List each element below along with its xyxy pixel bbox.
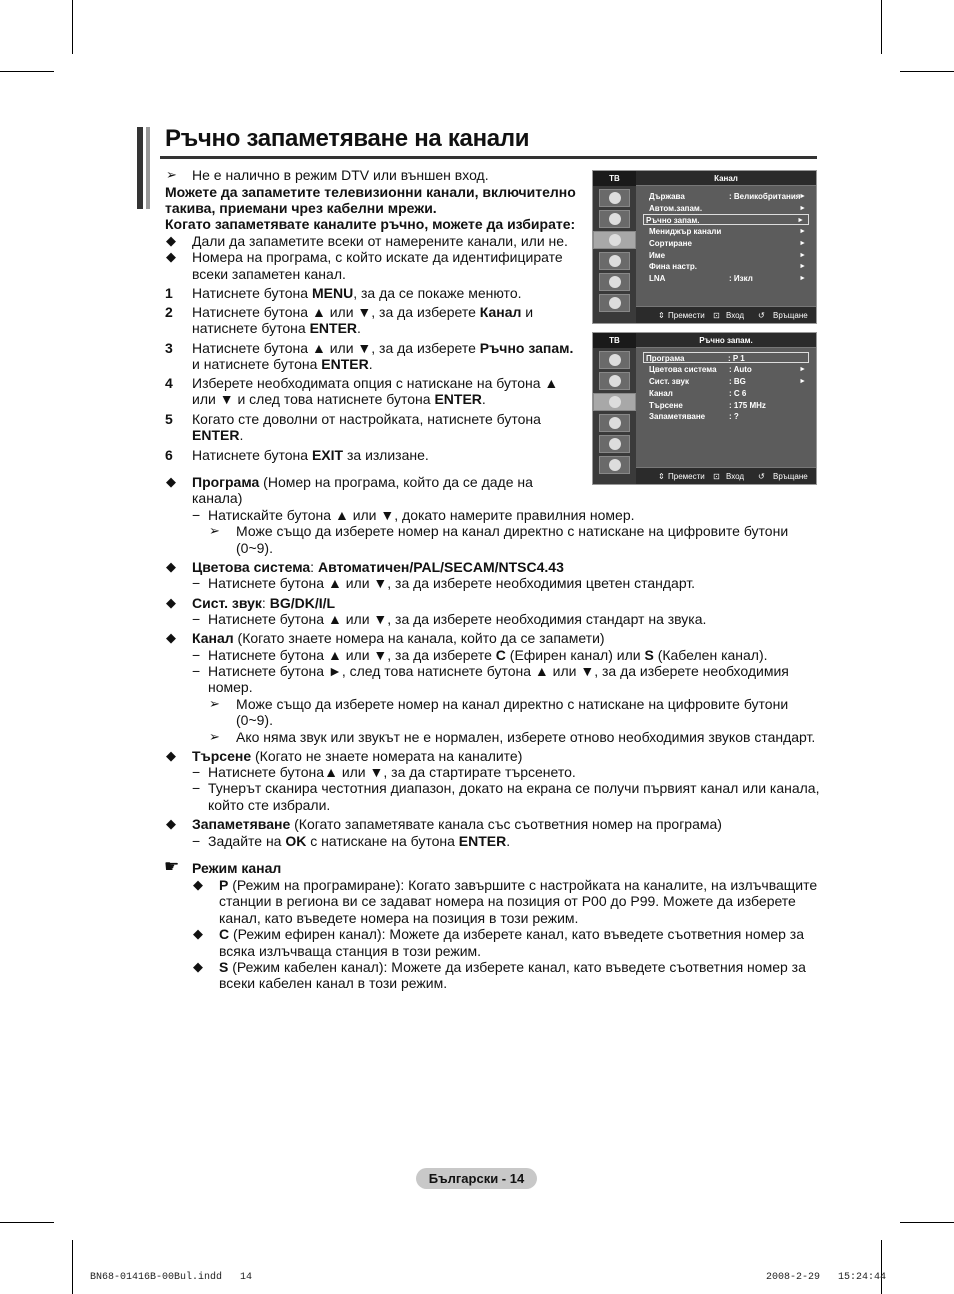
arrow-right-icon: ►	[799, 205, 806, 212]
move-icon: ⇕	[658, 472, 665, 481]
step-number: 3	[165, 340, 173, 356]
detail-store: Запаметяване (Когато запаметявате канала със съответния номер на програма)	[192, 816, 722, 832]
detail-channel-note1-cont: (0~9).	[236, 712, 273, 728]
detail-store-d1: Задайте на OK с натискане на бутона ENTER.	[208, 833, 511, 849]
mode-c-cont: всяка излъчваща станция в този режим.	[219, 943, 482, 959]
mode-p: P (Режим на програмиране): Когато завършите с настройката на каналите, на излъчващите	[219, 877, 818, 893]
detail-color: Цветова система: Автоматичен/PAL/SECAM/NTSC4.43	[192, 559, 564, 575]
detail-channel-d2-cont: номер.	[208, 679, 253, 695]
step-6: Натиснете бутона EXIT за излизане.	[192, 447, 429, 463]
intro-bold-2: Когато запаметявате каналите ръчно, можете да избирате:	[165, 216, 576, 232]
enter-icon: ⊡	[713, 472, 720, 481]
picture-icon	[599, 189, 630, 207]
osd-row[interactable]: Автом.запам. ►	[649, 204, 806, 213]
step-number: 6	[165, 447, 173, 463]
step-number: 2	[165, 304, 173, 320]
diamond-bullet-icon: ◆	[166, 233, 176, 248]
sound-icon	[599, 210, 630, 228]
osd-move-label: Премести	[668, 472, 705, 481]
osd-row[interactable]: Мениджър канали ►	[649, 227, 806, 236]
intro-bullet-2b: всеки запаметен канал.	[192, 266, 346, 282]
arrow-right-icon: ►	[797, 217, 804, 224]
input-icon	[599, 273, 630, 291]
diamond-bullet-icon: ◆	[166, 595, 176, 610]
osd-return-label: Връщане	[773, 311, 808, 320]
arrow-right-icon: ►	[799, 378, 806, 385]
osd-enter-label: Вход	[726, 472, 745, 481]
osd-tv-label: ТВ	[593, 333, 636, 348]
detail-channel-d2: Натиснете бутона ►, след това натиснете бутона ▲ или ▼, за да изберете необходимия	[208, 663, 789, 679]
osd-channel-menu	[592, 170, 817, 324]
note-arrow-icon: ➢	[209, 696, 220, 711]
mode-s: S (Режим кабелен канал): Можете да изберете канал, като въведете съответния номер за	[219, 959, 806, 975]
arrow-right-icon: ►	[799, 240, 806, 247]
application-icon	[599, 456, 630, 474]
step-5: Когато сте доволни от настройката, натиснете бутона	[192, 411, 541, 427]
detail-sound-d1: Натиснете бутона ▲ или ▼, за да изберете необходимия стандарт на звука.	[208, 611, 707, 627]
step-1: Натиснете бутона MENU, за да се покаже менюто.	[192, 285, 522, 301]
osd-row[interactable]: Цветова система : Auto ►	[649, 365, 806, 374]
imprint-date: 2008-2-29 15:24:44	[766, 1272, 887, 1283]
intro-bold-1: Можете да запаметите телевизионни канали, включително	[165, 184, 576, 200]
osd-footer	[636, 467, 816, 484]
title-accent-bar-light	[146, 127, 150, 209]
osd-footer	[636, 306, 816, 323]
mode-title: Режим канал	[192, 860, 282, 876]
setup-icon	[599, 414, 630, 432]
channel-icon	[593, 231, 636, 249]
osd-row[interactable]: Запаметяване : ?	[649, 412, 739, 421]
osd-row[interactable]: Сортиране ►	[649, 239, 806, 248]
arrow-right-icon: ►	[799, 252, 806, 259]
detail-channel-d1: Натиснете бутона ▲ или ▼, за да изберете C (Ефирен канал) или S (Кабелен канал).	[208, 647, 768, 663]
osd-row[interactable]: Сист. звук : BG ►	[649, 377, 806, 386]
title-accent-bar	[137, 127, 143, 209]
detail-channel-note2: Ако няма звук или звукът не е нормален, изберете отново необходимия звуков стандарт.	[236, 729, 816, 745]
step-3: Натиснете бутона ▲ или ▼, за да изберете Ръчно запам.	[192, 340, 574, 356]
osd-move-label: Премести	[668, 311, 705, 320]
imprint-file: BN68-01416B-00Bul.indd 14	[90, 1272, 253, 1283]
input-icon	[599, 435, 630, 453]
channel-icon	[593, 393, 636, 411]
dash-icon: −	[192, 647, 201, 663]
setup-icon	[599, 252, 630, 270]
diamond-bullet-icon: ◆	[193, 926, 203, 941]
mode-p-cont2: канал, като въведете номера на позиция в този режим.	[219, 910, 579, 926]
diamond-bullet-icon: ◆	[166, 630, 176, 645]
mode-p-cont: станции в региона ви се задават номера на позиция от P00 до P99. Можете да изберете	[219, 893, 796, 909]
osd-header: Ръчно запам.	[636, 333, 816, 348]
arrow-right-icon: ►	[799, 263, 806, 270]
detail-program-cont: канала)	[192, 490, 243, 506]
step-number: 1	[165, 285, 173, 301]
detail-color-d1: Натиснете бутона ▲ или ▼, за да изберете необходимия цветен стандарт.	[208, 575, 696, 591]
detail-channel-note1: Може също да изберете номер на канал директно с натискане на цифровите бутони	[236, 696, 789, 712]
note-arrow-icon: ➢	[209, 729, 220, 744]
arrow-right-icon: ►	[799, 275, 806, 282]
detail-program-note-cont: (0~9).	[236, 540, 273, 556]
pointing-hand-icon: ☛	[164, 857, 180, 876]
mode-c: C (Режим ефирен канал): Можете да изберете канал, като въведете съответния номер за	[219, 926, 804, 942]
osd-row[interactable]: Фина настр. ►	[649, 262, 806, 271]
detail-search: Търсене (Когато не знаете номерата на каналите)	[192, 748, 523, 764]
osd-row-selected[interactable]: Програма : P 1	[643, 352, 809, 363]
osd-row[interactable]: Държава : Великобритания ►	[649, 192, 806, 201]
diamond-bullet-icon: ◆	[193, 959, 203, 974]
detail-search-d1: Натиснете бутона▲ или ▼, за да стартирате търсенето.	[208, 764, 576, 780]
osd-row[interactable]: Име ►	[649, 251, 806, 260]
intro-bold-1b: такива, приемани чрез кабелни мрежи.	[165, 200, 437, 216]
step-2: Натиснете бутона ▲ или ▼, за да изберете Канал и	[192, 304, 534, 320]
diamond-bullet-icon: ◆	[166, 816, 176, 831]
osd-row-selected[interactable]: Ръчно запам. ►	[643, 214, 809, 225]
step-2-cont: натиснете бутона ENTER.	[192, 320, 361, 336]
detail-program-d1: Натискайте бутона ▲ или ▼, докато намерите правилния номер.	[208, 507, 635, 523]
osd-return-label: Връщане	[773, 472, 808, 481]
mode-s-cont: всеки кабелен канал в този режим.	[219, 975, 448, 991]
return-icon: ↺	[758, 472, 765, 481]
osd-manual-store-menu	[592, 332, 817, 485]
dash-icon: −	[192, 764, 201, 780]
title-rule	[160, 156, 817, 159]
arrow-right-icon: ►	[799, 228, 806, 235]
diamond-bullet-icon: ◆	[166, 249, 176, 264]
move-icon: ⇕	[658, 311, 665, 320]
step-4-cont: или ▼ и след това натиснете бутона ENTER.	[192, 391, 486, 407]
picture-icon	[599, 351, 630, 369]
detail-channel: Канал (Когато знаете номера на канала, който да се запамети)	[192, 630, 605, 646]
step-number: 4	[165, 375, 173, 391]
enter-icon: ⊡	[713, 311, 720, 320]
note-arrow-icon: ➢	[166, 167, 177, 182]
note-arrow-icon: ➢	[209, 523, 220, 538]
return-icon: ↺	[758, 311, 765, 320]
dash-icon: −	[192, 507, 201, 523]
step-4: Изберете необходимата опция с натискане на бутона ▲	[192, 375, 559, 391]
diamond-bullet-icon: ◆	[166, 559, 176, 574]
intro-bullet-1: Дали да запаметите всеки от намерените канали, или не.	[192, 233, 568, 249]
sound-icon	[599, 372, 630, 390]
osd-enter-label: Вход	[726, 311, 745, 320]
osd-row[interactable]: Търсене : 175 MHz	[649, 401, 766, 410]
page-title: Ръчно запаметяване на канали	[165, 125, 530, 152]
step-3-cont: и натиснете бутона ENTER.	[192, 356, 373, 372]
detail-program-note: Може също да изберете номер на канал директно с натискане на цифровите бутони	[236, 523, 789, 539]
osd-tv-label: ТВ	[593, 171, 636, 186]
diamond-bullet-icon: ◆	[166, 748, 176, 763]
detail-search-d2: Тунерът сканира честотния диапазон, докато на екрана се получи първият канал или канала,	[208, 780, 820, 796]
intro-note: Не е налично в режим DTV или външен вход.	[192, 167, 489, 183]
dash-icon: −	[192, 575, 201, 591]
detail-sound: Сист. звук: BG/DK/I/L	[192, 595, 336, 611]
application-icon	[599, 294, 630, 312]
osd-row[interactable]: Канал : C 6	[649, 389, 747, 398]
diamond-bullet-icon: ◆	[193, 877, 203, 892]
step-5-cont: ENTER.	[192, 427, 244, 443]
page-number-badge: Български - 14	[416, 1168, 537, 1189]
diamond-bullet-icon: ◆	[166, 474, 176, 489]
dash-icon: −	[192, 780, 201, 796]
dash-icon: −	[192, 833, 201, 849]
arrow-right-icon: ►	[799, 366, 806, 373]
detail-program: Програма (Номер на програма, който да се даде на	[192, 474, 533, 490]
osd-row[interactable]: LNA : Изкл ►	[649, 274, 806, 283]
arrow-right-icon: ►	[799, 193, 806, 200]
dash-icon: −	[192, 663, 201, 679]
osd-header: Канал	[636, 171, 816, 186]
dash-icon: −	[192, 611, 201, 627]
step-number: 5	[165, 411, 173, 427]
intro-bullet-2: Номера на програма, с който искате да идентифицирате	[192, 249, 563, 265]
detail-search-d2-cont: който сте избрали.	[208, 797, 331, 813]
